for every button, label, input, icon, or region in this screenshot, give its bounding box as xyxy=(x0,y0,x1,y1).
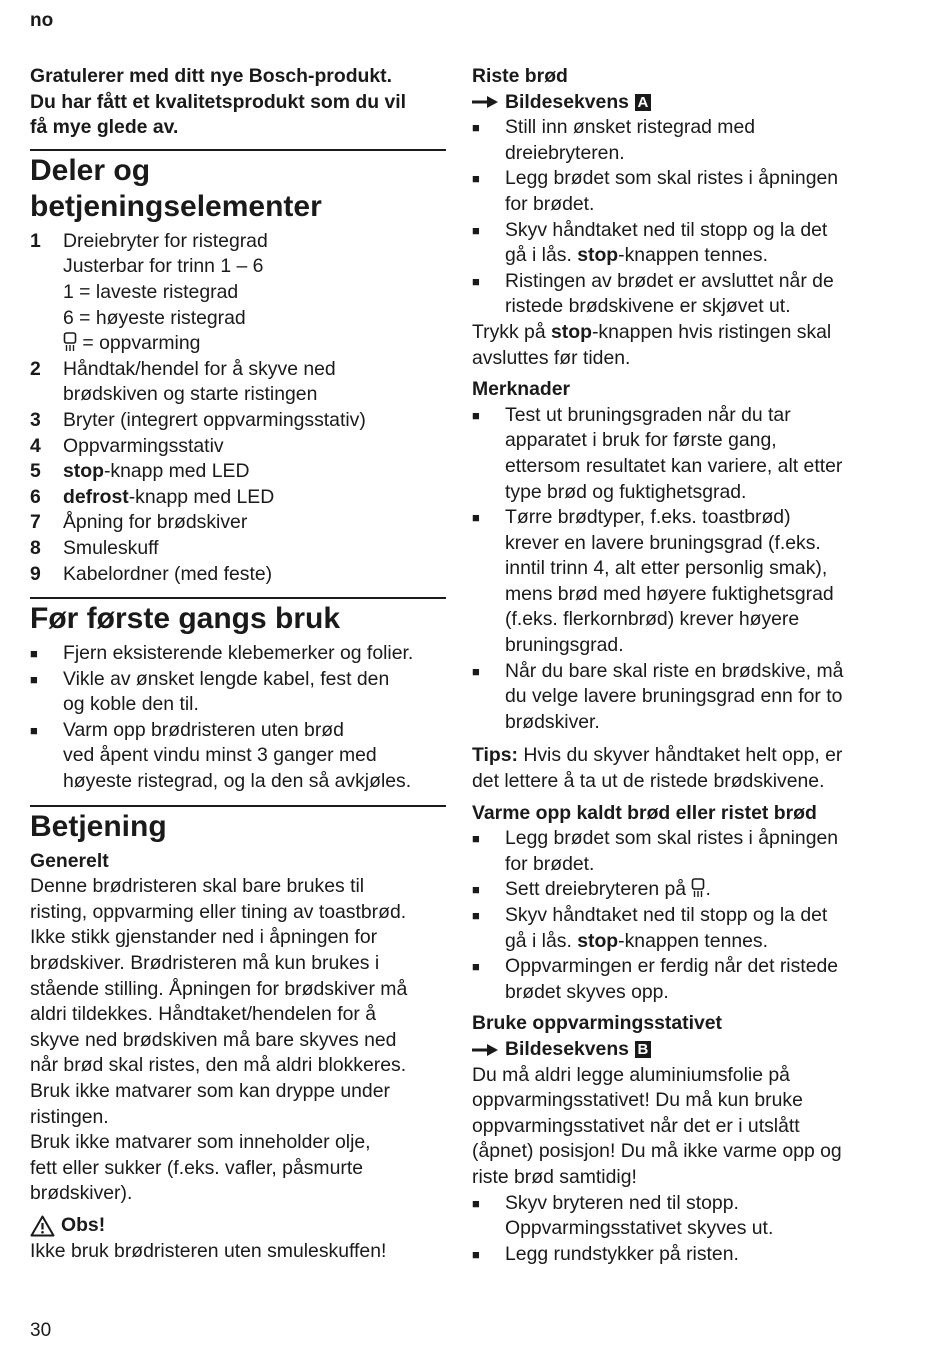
toast-heading: Riste brød xyxy=(472,65,568,87)
sequence-letter-badge: A xyxy=(635,94,651,111)
bullet-icon: ■ xyxy=(472,222,480,238)
toast-list xyxy=(472,115,890,320)
bullet-icon: ■ xyxy=(472,1246,480,1262)
general-heading: Generelt xyxy=(30,849,109,872)
list-item: 5 stop-knapp med LED xyxy=(30,460,250,483)
list-item: ■ Test ut bruningsgraden når du tar apparatet i bruk for første gang, ettersom resultatet kan variere, alt etter type brød og fuktighetsgrad. xyxy=(472,403,890,505)
reheat-heading: Varme opp kaldt brød eller ristet brød xyxy=(472,801,817,824)
bullet-icon: ■ xyxy=(472,120,480,136)
right-column xyxy=(472,64,890,1267)
list-item: ■ Varm opp brødristeren uten brød ved åpent vindu minst 3 ganger med høyeste ristegrad, og la den så avkjøles. xyxy=(30,718,446,795)
bullet-icon: ■ xyxy=(30,671,38,687)
list-item: ■ Sett dreiebryteren på . xyxy=(472,877,890,903)
list-item: ■ Skyv håndtaket ned til stopp og la det gå i lås. stop-knappen tennes. xyxy=(472,903,890,954)
bullet-icon: ■ xyxy=(472,663,480,679)
rack-list xyxy=(472,1191,890,1268)
bullet-icon: ■ xyxy=(472,510,480,526)
list-item: ■ Fjern eksisterende klebemerker og folier. xyxy=(30,641,446,667)
list-item: ■ Skyv håndtaket ned til stopp og la det gå i lås. stop-knappen tennes. xyxy=(472,218,890,269)
warning-text: Ikke bruk brødristeren uten smuleskuffen! xyxy=(30,1239,387,1262)
list-item: 7 Åpning for brødskiver xyxy=(30,511,248,534)
warning-heading: Obs! xyxy=(30,1213,446,1239)
sequence-letter-badge: B xyxy=(635,1041,651,1058)
list-item: 4 Oppvarmingsstativ xyxy=(30,434,224,457)
list-item: 9 Kabelordner (med feste) xyxy=(30,562,273,585)
first-use-title: Før første gangs bruk xyxy=(30,597,446,637)
notes-heading: Merknader xyxy=(472,378,571,401)
list-item: 6 defrost-knapp med LED xyxy=(30,485,275,508)
bullet-icon: ■ xyxy=(472,407,480,423)
left-column xyxy=(30,64,446,1264)
intro-text: Gratulerer med ditt nye Bosch-produkt. Du har fått et kvalitetsprodukt som du vil få mye glede av. xyxy=(30,65,407,139)
parts-list xyxy=(30,229,446,587)
list-item: ■ Ristingen av brødet er avsluttet når de ristede brødskivene er skjøvet ut. xyxy=(472,269,890,320)
list-item: ■ Vikle av ønsket lengde kabel, fest den og koble den til. xyxy=(30,667,446,718)
bullet-icon: ■ xyxy=(472,908,480,923)
list-item: ■ Still inn ønsket ristegrad med dreiebryteren. xyxy=(472,115,890,166)
list-item: ■ Legg rundstykker på risten. xyxy=(472,1242,890,1268)
list-item: ■ Legg brødet som skal ristes i åpningen for brødet. xyxy=(472,826,890,877)
bullet-icon: ■ xyxy=(472,171,480,187)
language-code: no xyxy=(30,10,54,31)
list-item: ■ Oppvarmingen er ferdig når det ristede brødet skyves opp. xyxy=(472,954,890,1005)
list-item: 3 Bryter (integrert oppvarmingsstativ) xyxy=(30,408,366,431)
list-item: ■ Legg brødet som skal ristes i åpningen for brødet. xyxy=(472,166,890,217)
bullet-icon: ■ xyxy=(472,1195,480,1211)
rack-heading: Bruke oppvarmingsstativet xyxy=(472,1012,722,1035)
warming-icon xyxy=(63,332,77,352)
warming-icon xyxy=(691,878,705,898)
general-text: Denne brødristeren skal bare brukes til risting, oppvarming eller tining av toastbrød. Ikke stikk gjenstander ned i åpningen for brødskiver. Brødristeren må kun brukes i stående stilling. Åpningen for brødskiver må aldri tildekkes. Håndtaket/hendelen for å skyve ned brødskiven må bare skyves ned når brød skal ristes, den må aldri blokkeres. Bruk ikke matvarer som kan dryppe under ristingen. Bruk ikke matvarer som inneholder olje, fett eller sukker (f.eks. vafler, påsmurte brødskiver). xyxy=(30,875,408,1205)
page-number: 30 xyxy=(30,1320,52,1341)
bullet-icon: ■ xyxy=(472,273,480,289)
arrow-right-icon xyxy=(472,95,499,109)
rack-text: Du må aldri legge aluminiumsfolie på oppvarmingsstativet! Du må kun bruke oppvarmingsstativet når det er i utslått (åpnet) posisjon! Du må ikke varme opp og riste brød samtidig! xyxy=(472,1063,842,1188)
list-item: 2 Håndtak/hendel for å skyve ned brødskiven og starte ristingen xyxy=(30,357,336,406)
bullet-icon: ■ xyxy=(30,646,38,662)
notes-list xyxy=(472,403,890,736)
list-item: ■ Skyv bryteren ned til stopp. Oppvarmingsstativet skyves ut. xyxy=(472,1191,890,1242)
parts-title: Deler og betjeningselementer xyxy=(30,149,446,225)
list-item: ■ Når du bare skal riste en brødskive, må du velge lavere bruningsgrad enn for to brødskiver. xyxy=(472,659,890,736)
sequence-ref-a: Bildesekvens A xyxy=(472,90,890,116)
list-item: ■ Tørre brødtyper, f.eks. toastbrød) krever en lavere bruningsgrad (f.eks. inntil trinn 4, alt etter personlig smak), mens brød med høyere fuktighetsgrad (f.eks. flerkornbrød) krever høyere bruningsgrad. xyxy=(472,505,890,659)
arrow-right-icon xyxy=(472,1043,499,1057)
reheat-list xyxy=(472,826,890,1005)
warning-triangle-icon xyxy=(30,1215,55,1237)
toast-stop-note: Trykk på stop-knappen hvis ristingen skal avsluttes før tiden. xyxy=(472,320,832,369)
bullet-icon: ■ xyxy=(472,831,480,847)
operation-title: Betjening xyxy=(30,805,446,845)
bullet-icon: ■ xyxy=(472,959,480,975)
sequence-ref-b: Bildesekvens B xyxy=(472,1037,890,1063)
bullet-icon: ■ xyxy=(30,722,38,738)
first-use-list xyxy=(30,641,446,795)
tips-text: Tips: Hvis du skyver håndtaket helt opp, er det lettere å ta ut de ristede brødskivene. xyxy=(472,744,843,793)
list-item: 8 Smuleskuff xyxy=(30,536,159,559)
list-item: 1 Dreiebryter for ristegrad Justerbar for trinn 1 – 6 1 = laveste ristegrad 6 = høyeste ristegrad = oppvarming xyxy=(30,229,268,355)
bullet-icon: ■ xyxy=(472,882,480,898)
